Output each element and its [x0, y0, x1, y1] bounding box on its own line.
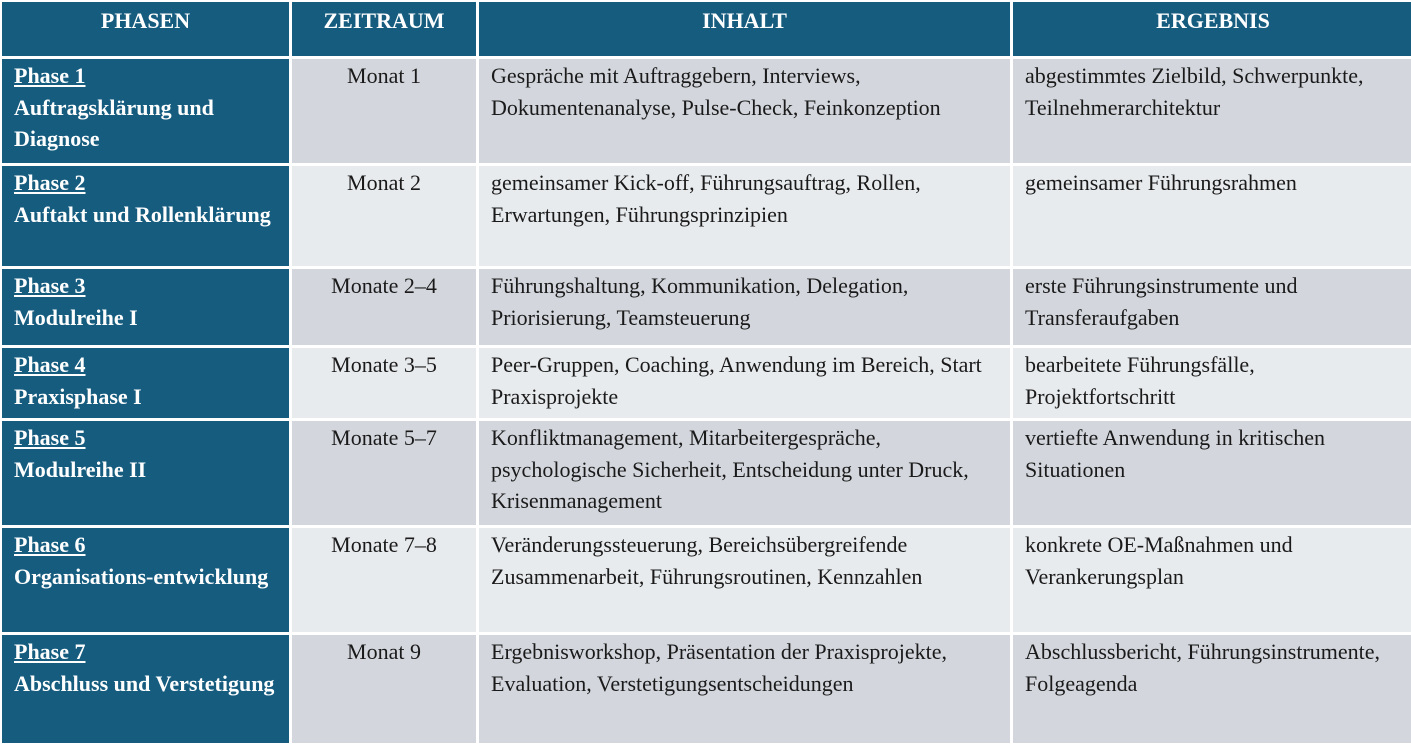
phase-name: Organisations-entwicklung: [14, 563, 269, 589]
period-cell: Monat 1: [292, 59, 476, 163]
content-cell: Peer-Gruppen, Coaching, Anwendung im Bereich, Start Praxisprojekte: [479, 348, 1010, 418]
content-cell: Konfliktmanagement, Mitarbeitergespräche, psychologische Sicherheit, Entscheidung unter Druck, Krisenmanagement: [479, 421, 1010, 525]
table-row: [2, 59, 1411, 163]
phase-name: Praxisphase I: [14, 383, 142, 409]
phase-cell: [2, 635, 289, 743]
header-inhalt: INHALT: [479, 2, 1010, 56]
header-row: [2, 2, 1411, 56]
phase-number: Phase 4: [14, 352, 86, 377]
phase-name: Auftakt und Rollenklärung: [14, 201, 271, 227]
phase-name: Auftragsklärung und Diagnose: [14, 94, 214, 151]
phase-cell: [2, 166, 289, 266]
content-cell: Veränderungssteuerung, Bereichsübergreifende Zusammenarbeit, Führungsroutinen, Kennzahlen: [479, 528, 1010, 632]
table-row: [2, 166, 1411, 266]
period-cell: Monate 7–8: [292, 528, 476, 632]
table-row: [2, 528, 1411, 632]
phase-number: Phase 7: [14, 639, 86, 664]
result-cell: konkrete OE-Maßnahmen und Verankerungsplan: [1013, 528, 1411, 632]
phase-cell: [2, 59, 289, 163]
phase-number: Phase 2: [14, 170, 86, 195]
phase-number: Phase 1: [14, 63, 86, 88]
phase-number: Phase 5: [14, 425, 86, 450]
phase-cell: [2, 421, 289, 525]
phase-cell: [2, 269, 289, 345]
content-cell: gemeinsamer Kick-off, Führungsauftrag, Rollen, Erwartungen, Führungsprinzipien: [479, 166, 1010, 266]
phase-name: Abschluss und Verstetigung: [14, 670, 275, 696]
period-cell: Monat 9: [292, 635, 476, 743]
period-cell: Monat 2: [292, 166, 476, 266]
phase-cell: [2, 528, 289, 632]
phase-name: Modulreihe II: [14, 456, 147, 482]
period-cell: Monate 2–4: [292, 269, 476, 345]
result-cell: abgestimmtes Zielbild, Schwerpunkte, Teilnehmerarchitektur: [1013, 59, 1411, 163]
phase-number: Phase 3: [14, 273, 86, 298]
period-cell: Monate 3–5: [292, 348, 476, 418]
phase-number: Phase 6: [14, 532, 86, 557]
table-row: [2, 635, 1411, 743]
phase-cell: [2, 348, 289, 418]
table-row: [2, 269, 1411, 345]
result-cell: bearbeitete Führungsfälle, Projektfortschritt: [1013, 348, 1411, 418]
result-cell: vertiefte Anwendung in kritischen Situationen: [1013, 421, 1411, 525]
phase-name: Modulreihe I: [14, 304, 138, 330]
result-cell: erste Führungsinstrumente und Transferaufgaben: [1013, 269, 1411, 345]
header-ergebnis: ERGEBNIS: [1013, 2, 1411, 56]
content-cell: Ergebnisworkshop, Präsentation der Praxisprojekte, Evaluation, Verstetigungsentscheidungen: [479, 635, 1010, 743]
content-cell: Führungshaltung, Kommunikation, Delegation, Priorisierung, Teamsteuerung: [479, 269, 1010, 345]
period-cell: Monate 5–7: [292, 421, 476, 525]
table-row: [2, 421, 1411, 525]
content-cell: Gespräche mit Auftraggebern, Interviews, Dokumentenanalyse, Pulse-Check, Feinkonzeption: [479, 59, 1010, 163]
result-cell: gemeinsamer Führungsrahmen: [1013, 166, 1411, 266]
table-row: [2, 348, 1411, 418]
result-cell: Abschlussbericht, Führungsinstrumente, Folgeagenda: [1013, 635, 1411, 743]
header-zeitraum: ZEITRAUM: [292, 2, 476, 56]
header-phasen: PHASEN: [2, 2, 289, 56]
